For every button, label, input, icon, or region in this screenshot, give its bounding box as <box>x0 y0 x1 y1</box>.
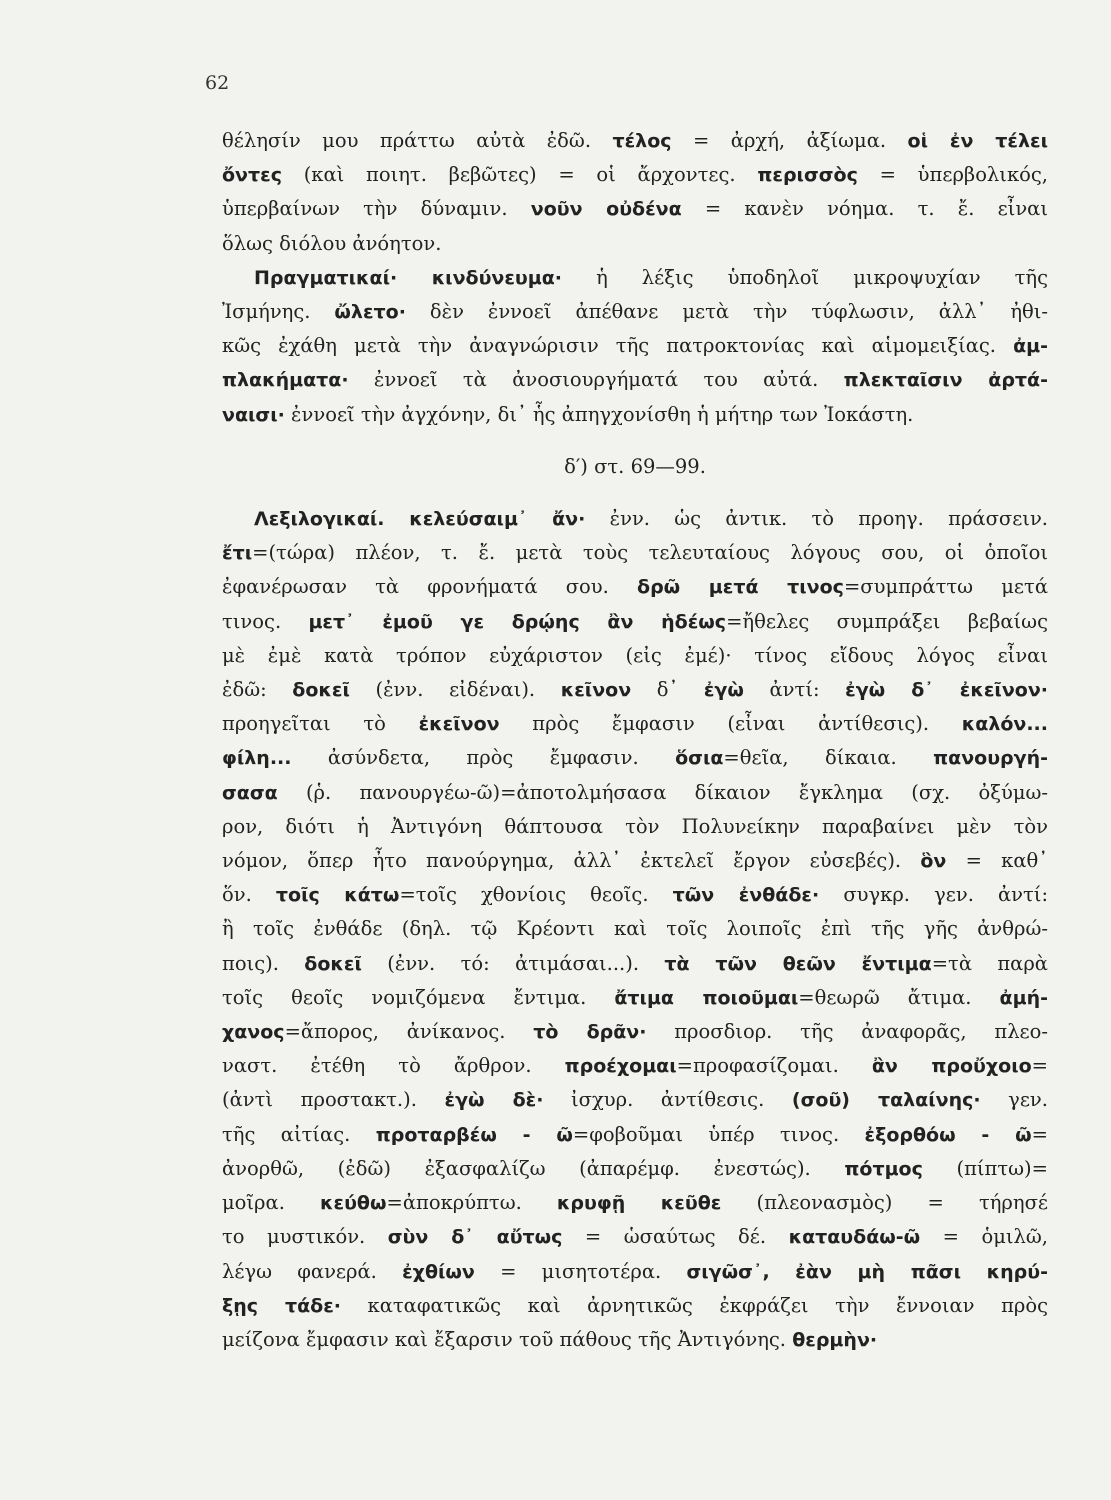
text-run: γεν. <box>980 1088 1048 1112</box>
lemma-bold: κρυφῇ κεῦθε <box>556 1192 722 1215</box>
text-run: ἀνορθῶ, (ἐδῶ) ἐξασφαλίζω (ἀπαρέμφ. ἐνεστώς). <box>222 1156 845 1180</box>
text-run: ἐφανέρωσαν τὰ φρονήματά σου. <box>222 575 638 599</box>
lemma-bold: πότμος <box>844 1157 923 1180</box>
text-run: ἐνν. ὡς ἀντικ. τὸ προηγ. πράσσειν. <box>585 507 1048 531</box>
lemma-bold: σὺν δ᾽ αὔτως <box>387 1226 563 1249</box>
text-run: = ὑπερβολικός, <box>857 163 1048 187</box>
text-line <box>222 844 1048 878</box>
text-run: ἢ τοῖς ἐνθάδε (δηλ. τῷ Κρέοντι καὶ τοῖς λοιποῖς ἐπὶ τῆς γῆς ἀνθρώ- <box>222 917 1048 941</box>
text-line <box>222 398 1048 432</box>
text-line <box>222 329 1048 363</box>
text-line <box>222 741 1048 775</box>
text-run: ἀντί: <box>743 678 846 702</box>
lemma-bold: προέχομαι <box>564 1055 677 1078</box>
lemma-bold: (σοῦ) ταλαίνης· <box>791 1089 981 1112</box>
lemma-bold: δοκεῖ <box>292 679 350 702</box>
lemma-bold: ξῃς τάδε· <box>222 1294 341 1317</box>
lemma-bold: ἂν προὔχοιο <box>871 1055 1032 1078</box>
text-line <box>222 776 1048 810</box>
text-run: ποις). <box>222 951 305 975</box>
text-run: =θεωρῶ ἄτιμα. <box>798 985 1000 1009</box>
text-line <box>222 570 1048 604</box>
text-run: = <box>1031 1122 1048 1146</box>
lemma-bold: ὤλετο· <box>334 301 406 324</box>
text-line <box>222 192 1048 226</box>
text-run: δὲν ἐννοεῖ ἀπέθανε μετὰ τὴν τύφλωσιν, ἀλλ᾽ ἠθι- <box>405 300 1048 324</box>
text-run: (ἀντὶ προστακτ.). <box>222 1088 445 1112</box>
text-run: =τὰ παρὰ <box>931 951 1048 975</box>
text-run: ὅλως διόλου ἀνόητον. <box>222 231 442 255</box>
text-run: =ἄπορος, ἀνίκανος. <box>284 1020 534 1044</box>
paragraph-2 <box>222 261 1048 432</box>
text-run: ἐννοεῖ τὰ ἀνοσιουργήματά του αὐτά. <box>348 368 844 392</box>
lemma-bold: τῶν ἐνθάδε· <box>672 884 820 907</box>
lemma-bold: ὄντες <box>222 164 282 187</box>
text-line <box>222 363 1048 397</box>
lemma-bold: περισσὸς <box>757 164 858 187</box>
text-line <box>222 1118 1048 1152</box>
text-run: καταφατικῶς καὶ ἀρνητικῶς ἐκφράζει τὴν ἔννοιαν πρὸς <box>341 1293 1049 1317</box>
text-run: (πίπτω)= <box>922 1156 1048 1180</box>
text-line <box>222 878 1048 912</box>
lemma-bold: καλόν... <box>961 713 1048 736</box>
text-run: Ἰσμήνης. <box>222 300 335 324</box>
text-line <box>222 810 1048 844</box>
text-run: (ῥ. πανουργέω-ῶ)=ἀποτολμήσασα δίκαιον ἔγκλημα (σχ. ὀξύμω- <box>277 780 1048 804</box>
text-run: = κανὲν νόημα. τ. ἔ. εἶναι <box>681 197 1048 221</box>
text-run: =προφασίζομαι. <box>676 1054 872 1078</box>
text-line <box>222 605 1048 639</box>
lemma-bold: ὃν <box>920 850 947 873</box>
text-run: κῶς ἐχάθη μετὰ τὴν ἀναγνώρισιν τῆς πατροκτονίας καὶ αἱμομειξίας. <box>222 334 1014 358</box>
text-line <box>222 227 1048 261</box>
text-run: =συμπράττω μετά <box>843 575 1048 599</box>
lemma-bold: τέλος <box>612 130 672 152</box>
lemma-bold: πλακήματα· <box>222 369 349 392</box>
text-run: τινος. <box>222 609 309 633</box>
text-line <box>222 1255 1048 1289</box>
text-run: προσδιορ. τῆς ἀναφορᾶς, πλεο- <box>646 1020 1048 1044</box>
text-run: =τοῖς χθονίοις θεοῖς. <box>399 883 673 907</box>
text-run: =ἤθελες συμπράξει βεβαίως <box>726 609 1048 633</box>
text-line <box>222 707 1048 741</box>
text-run: λέγω φανερά. <box>222 1259 403 1283</box>
page-number: 62 <box>205 72 230 94</box>
lemma-bold: πανουργή- <box>933 747 1048 770</box>
text-run: ἀσύνδετα, πρὸς ἔμφασιν. <box>291 746 676 770</box>
text-run: = <box>1031 1054 1048 1078</box>
text-run: =φοβοῦμαι ὑπέρ τινος. <box>572 1122 865 1146</box>
text-run: μείζονα ἔμφασιν καὶ ἔξαρσιν τοῦ πάθους τῆς Ἀντιγόνης. <box>222 1327 793 1351</box>
lemma-bold: Λεξιλογικαί. κελεύσαιμ᾽ ἄν· <box>254 508 586 531</box>
text-run: το μυστικόν. <box>222 1225 388 1249</box>
lemma-bold: σασα <box>222 781 278 804</box>
lemma-bold: κεῖνον <box>560 679 632 702</box>
text-run: ναστ. ἐτέθη τὸ ἄρθρον. <box>222 1054 565 1078</box>
text-line <box>222 912 1048 946</box>
lemma-bold: ἐκεῖνον <box>418 713 500 736</box>
text-run: (ἐνν. εἰδέναι). <box>349 678 561 702</box>
text-run: ἐδῶ: <box>222 678 293 702</box>
text-line <box>222 1289 1048 1323</box>
lemma-bold: μετ᾽ ἐμοῦ γε δρῴης ἂν ἡδέως <box>308 610 727 633</box>
text-run: =θεῖα, δίκαια. <box>723 746 934 770</box>
text-run: προηγεῖται τὸ <box>222 712 419 736</box>
text-run: μοῖρα. <box>222 1191 321 1215</box>
text-line <box>222 1323 1048 1357</box>
text-run: (πλεονασμὸς) = τήρησέ <box>721 1191 1048 1215</box>
text-line <box>222 981 1048 1015</box>
lemma-bold: προταρβέω - ῶ <box>375 1123 573 1146</box>
lemma-bold: ἀμή- <box>999 986 1048 1009</box>
text-run: ὅν. <box>222 883 276 907</box>
text-run: ἡ λέξις ὑποδηλοῖ μικροψυχίαν τῆς <box>562 265 1048 289</box>
text-run: θέλησίν μου πράττω αὐτὰ ἐδῶ. <box>222 129 613 152</box>
text-run: τῆς αἰτίας. <box>222 1122 376 1146</box>
text-line <box>222 1083 1048 1117</box>
text-run: ἰσχυρ. ἀντίθεσις. <box>543 1088 792 1112</box>
text-run: ὑπερβαίνων τὴν δύναμιν. <box>222 197 531 221</box>
lemma-bold: πλεκταῖσιν ἀρτά- <box>843 369 1048 392</box>
lemma-bold: νοῦν οὐδένα <box>530 198 682 221</box>
text-run: (ἐνν. τό: ἀτιμάσαι...). <box>361 951 665 975</box>
lemma-bold: ἀμ- <box>1013 335 1048 358</box>
text-line <box>222 947 1048 981</box>
lemma-bold: Πραγματικαί· κινδύνευμα· <box>254 266 563 289</box>
text-run: συγκρ. γεν. ἀντί: <box>819 883 1049 907</box>
lemma-bold: ἐξορθόω - ῶ <box>864 1123 1032 1146</box>
section-heading: δ′) στ. 69—99. <box>564 454 706 478</box>
lemma-bold: τὰ τῶν θεῶν ἔντιμα <box>664 952 932 975</box>
lemma-bold: φίλη... <box>222 747 292 770</box>
lemma-bold: χανος <box>222 1021 285 1044</box>
text-line <box>222 639 1048 673</box>
body-text <box>222 124 1048 1357</box>
text-run: τοῖς θεοῖς νομιζόμενα ἔντιμα. <box>222 985 615 1009</box>
text-line <box>222 158 1048 192</box>
text-run: =ἀποκρύπτω. <box>386 1191 557 1215</box>
lemma-bold: τοῖς κάτω <box>275 884 400 907</box>
paragraph-3 <box>222 502 1048 1357</box>
text-line <box>222 1152 1048 1186</box>
text-run: (καὶ ποιητ. βεβῶτες) = οἱ ἄρχοντες. <box>281 163 758 187</box>
lemma-bold: τὸ δρᾶν· <box>533 1021 647 1044</box>
text-line <box>222 536 1048 570</box>
lemma-bold: ἐγὼ δ᾽ ἐκεῖνον· <box>845 679 1048 702</box>
text-line <box>222 502 1048 536</box>
lemma-bold: κεύθω <box>320 1192 387 1215</box>
spacer <box>222 432 1048 450</box>
text-line <box>222 124 1048 158</box>
text-run: ἐννοεῖ τὴν ἀγχόνην, δι᾽ ἧς ἀπηγχονίσθη ἡ μήτηρ των Ἰοκάστη. <box>284 402 914 426</box>
lemma-bold: σιγῶσ᾽, ἐὰν μὴ πᾶσι κηρύ- <box>686 1260 1048 1283</box>
lemma-bold: ἄτιμα ποιοῦμαι <box>614 986 799 1009</box>
paragraph-1 <box>222 124 1048 261</box>
lemma-bold: θερμὴν· <box>792 1328 878 1351</box>
lemma-bold: δρῶ μετά τινος <box>637 576 844 599</box>
lemma-bold: ἐγὼ <box>703 679 744 702</box>
text-line <box>222 1015 1048 1049</box>
lemma-bold: ναισι· <box>222 403 285 426</box>
text-run: = ὡσαύτως δέ. <box>562 1225 789 1249</box>
text-run: = μισητοτέρα. <box>474 1259 687 1283</box>
lemma-bold: ἐχθίων <box>402 1260 475 1283</box>
lemma-bold: ὅσια <box>675 747 724 770</box>
lemma-bold: ἐγὼ δὲ· <box>444 1089 544 1112</box>
text-line <box>222 1049 1048 1083</box>
lemma-bold: οἱ ἐν τέλει <box>907 130 1048 152</box>
text-line <box>222 1220 1048 1254</box>
lemma-bold: ἔτι <box>222 542 253 565</box>
lemma-bold: καταυδάω-ῶ <box>788 1226 921 1249</box>
lemma-bold: δοκεῖ <box>304 952 362 975</box>
text-line <box>222 673 1048 707</box>
text-run: = ἀρχή, ἀξίωμα. <box>671 129 908 152</box>
text-run: = ὁμιλῶ, <box>920 1225 1048 1249</box>
spacer <box>222 484 1048 502</box>
text-run: δ᾽ <box>631 678 704 702</box>
text-line <box>222 261 1048 295</box>
text-run: =(τώρα) πλέον, τ. ἔ. μετὰ τοὺς τελευταίους λόγους σου, οἱ ὁποῖοι <box>252 541 1048 565</box>
text-run: ρον, διότι ἡ Ἀντιγόνη θάπτουσα τὸν Πολυνείκην παραβαίνει μὲν τὸν <box>222 814 1048 838</box>
text-run: = καθ᾽ <box>946 849 1048 873</box>
text-run: μὲ ἐμὲ κατὰ τρόπον εὐχάριστον (εἰς ἐμέ)· τίνος εἴδους λόγος εἶναι <box>222 643 1048 667</box>
text-run: νόμον, ὅπερ ἦτο πανούργημα, ἀλλ᾽ ἐκτελεῖ ἔργον εὐσεβές). <box>222 849 921 873</box>
text-run: πρὸς ἔμφασιν (εἶναι ἀντίθεσις). <box>499 712 962 736</box>
text-line <box>222 295 1048 329</box>
text-line <box>222 1186 1048 1220</box>
